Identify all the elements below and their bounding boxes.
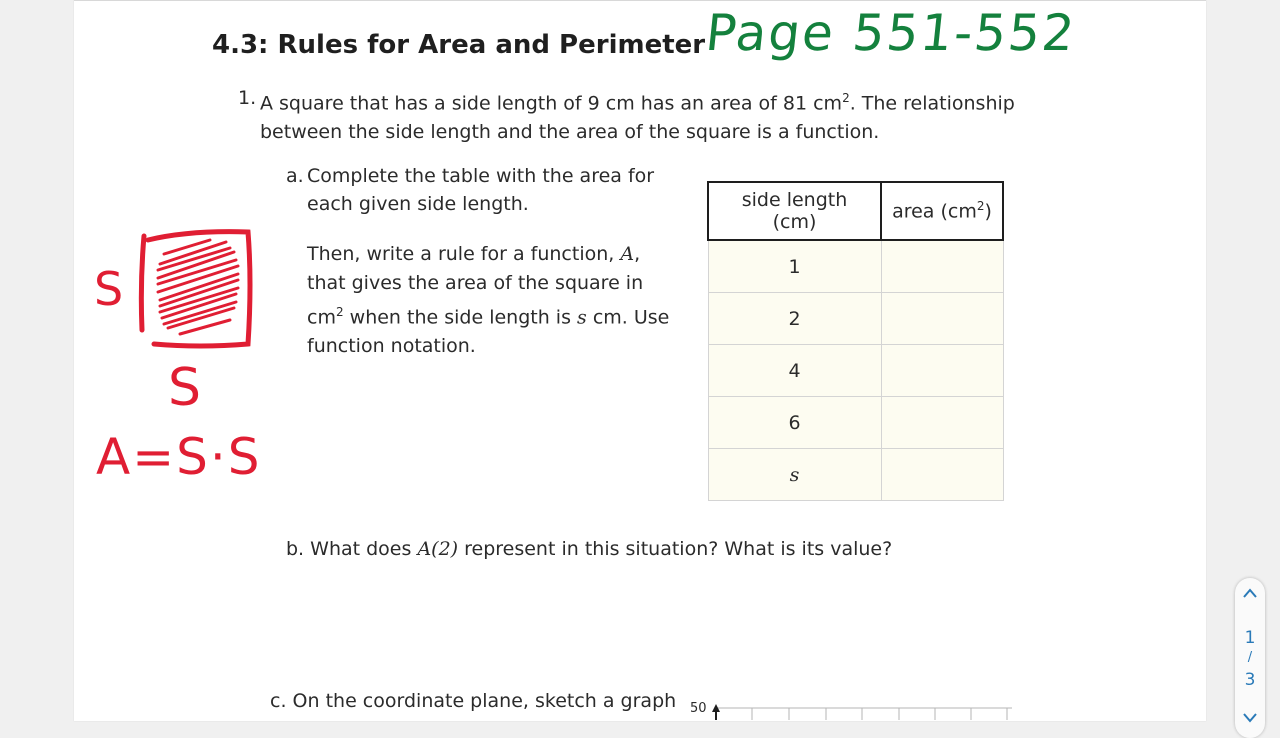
current-page-number: 1 xyxy=(1244,628,1256,648)
part-c-question xyxy=(270,690,676,712)
header-side-length: side length (cm) xyxy=(708,182,881,240)
part-c-text: On the coordinate plane, sketch a graph xyxy=(292,690,677,712)
question-number: 1. xyxy=(238,87,257,109)
part-b-text-1: What does xyxy=(310,538,418,560)
header-area xyxy=(881,182,1003,240)
question-text-sup: 2 xyxy=(842,91,850,105)
side-cell: s xyxy=(708,449,881,501)
area-input-cell[interactable] xyxy=(881,345,1003,397)
part-b-text-2: represent in this situation? What is its value? xyxy=(458,538,893,560)
table-row xyxy=(708,240,1003,293)
question-text-part2: . The relationship between the side length and the area of the square is a function. xyxy=(260,92,1015,144)
part-b-label: b. xyxy=(286,538,305,560)
area-input-cell[interactable] xyxy=(881,397,1003,449)
header-area-close: ) xyxy=(984,200,992,223)
section-title: 4.3: Rules for Area and Perimeter xyxy=(212,30,706,60)
part-a-text: Complete the table with the area for each given side length. xyxy=(307,165,655,215)
previous-page-button[interactable] xyxy=(1235,584,1265,603)
graph-y-tick-label: 50 xyxy=(690,701,707,716)
part-b-expr-text: A(2) xyxy=(417,538,459,560)
area-input-cell[interactable] xyxy=(881,449,1003,501)
table-row xyxy=(708,345,1003,397)
rule-text-2: , that gives the area of the square in cm xyxy=(307,243,644,329)
area-input-cell[interactable] xyxy=(881,240,1003,293)
table-row xyxy=(708,293,1003,345)
part-a-rule-text xyxy=(307,240,677,361)
part-b-expr xyxy=(417,538,458,560)
chevron-down-icon xyxy=(1242,711,1258,723)
shaded-square-sketch xyxy=(130,222,260,357)
area-table xyxy=(707,181,1004,501)
rule-text-4: cm. Use function notation. xyxy=(307,306,670,358)
side-cell: 6 xyxy=(708,397,881,449)
area-input-cell[interactable] xyxy=(881,293,1003,345)
coordinate-grid xyxy=(712,704,1012,720)
side-cell: 4 xyxy=(708,345,881,397)
table-row xyxy=(708,397,1003,449)
part-b-question xyxy=(286,538,892,560)
side-cell: 1 xyxy=(708,240,881,293)
rule-var-s: s xyxy=(577,306,587,329)
total-pages: 3 xyxy=(1244,670,1256,690)
rule-var-a: A xyxy=(620,243,635,265)
handwritten-page-note: Page 551-552 xyxy=(702,4,1079,62)
part-c-label: c. xyxy=(270,690,287,712)
table-row xyxy=(708,449,1003,501)
header-area-sup: 2 xyxy=(976,199,985,214)
question-text xyxy=(260,84,1020,147)
side-label-bottom: S xyxy=(168,358,202,418)
next-page-button[interactable] xyxy=(1235,708,1265,727)
page-separator: / xyxy=(1247,650,1253,665)
rule-text-1: Then, write a rule for a function, xyxy=(307,243,621,265)
side-label-left: S xyxy=(94,262,124,316)
side-cell: 2 xyxy=(708,293,881,345)
page-navigator xyxy=(1235,578,1265,738)
rule-sup: 2 xyxy=(335,305,344,319)
chevron-up-icon xyxy=(1242,587,1258,599)
rule-text-3: when the side length is xyxy=(343,306,578,329)
question-text-part1: A square that has a side length of 9 cm has an area of 81 cm xyxy=(260,92,843,115)
handwritten-formula: A=S·S xyxy=(96,428,262,486)
part-a-label: a. xyxy=(286,165,304,187)
header-area-text: area (cm xyxy=(892,200,977,223)
